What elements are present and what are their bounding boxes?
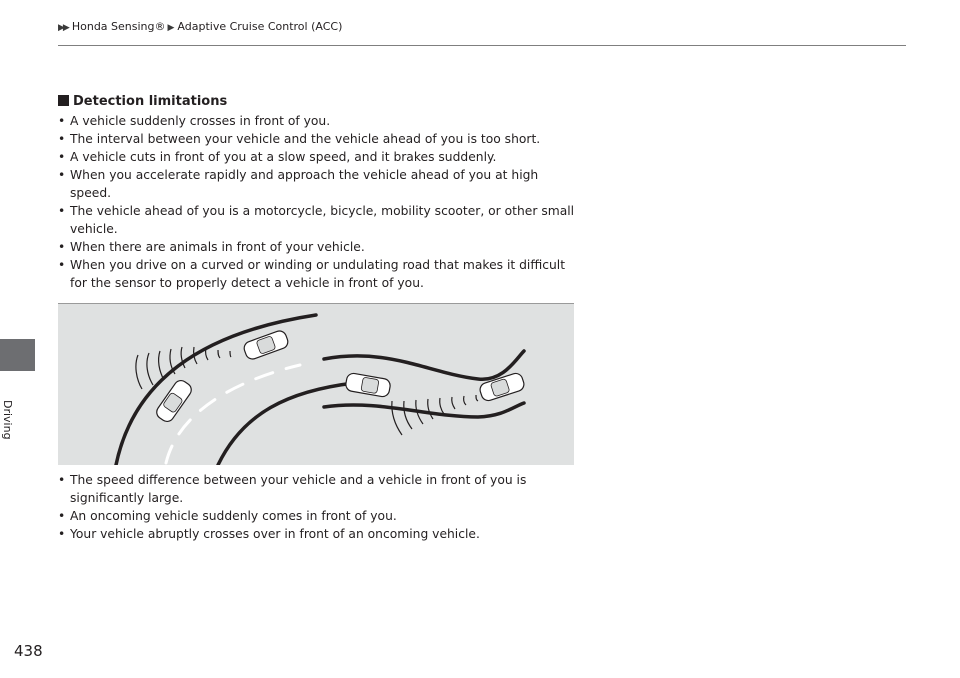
figure-border — [58, 303, 574, 304]
limitations-list-continued — [58, 471, 578, 543]
car-right-road — [345, 372, 391, 397]
car-ahead-left — [242, 329, 290, 361]
road-diagram — [58, 303, 574, 465]
road-center-dashes — [166, 365, 300, 463]
list-item: • A vehicle suddenly crosses in front of you. — [58, 112, 578, 130]
main-content — [58, 93, 578, 292]
breadcrumb — [58, 20, 342, 33]
side-tab-label: Driving — [1, 400, 14, 440]
list-item: • The interval between your vehicle and the vehicle ahead of you is too short. — [58, 130, 578, 148]
list-item: • When you drive on a curved or winding or undulating road that makes it difficult for the sensor to properly detect a vehicle in front of you. — [58, 256, 578, 292]
road-edge-lower — [324, 403, 524, 417]
list-item: • Your vehicle abruptly crosses over in front of an oncoming vehicle. — [58, 525, 578, 543]
list-item: • When there are animals in front of your vehicle. — [58, 238, 578, 256]
page-number: 438 — [14, 642, 43, 660]
square-bullet-icon — [58, 95, 69, 106]
list-item: • When you accelerate rapidly and approach the vehicle ahead of you at high speed. — [58, 166, 578, 202]
list-item: • A vehicle cuts in front of you at a slow speed, and it brakes suddenly. — [58, 148, 578, 166]
list-item: • The speed difference between your vehicle and a vehicle in front of you is significantly large. — [58, 471, 578, 507]
section-title: Detection limitations — [73, 94, 228, 109]
breadcrumb-item[interactable]: Honda Sensing® — [71, 20, 166, 33]
header-rule — [58, 45, 906, 46]
section-heading — [58, 93, 578, 110]
additional-limitations — [58, 471, 578, 543]
limitations-list — [58, 112, 578, 292]
list-item: • The vehicle ahead of you is a motorcycle, bicycle, mobility scooter, or other small vehicle. — [58, 202, 578, 238]
list-item: • An oncoming vehicle suddenly comes in front of you. — [58, 507, 578, 525]
breadcrumb-item[interactable]: Adaptive Cruise Control (ACC) — [177, 20, 343, 33]
own-car-right — [478, 372, 525, 403]
double-arrow-icon: ▶▶ — [58, 23, 68, 33]
own-car-left — [154, 378, 194, 424]
curved-road-illustration — [58, 303, 574, 465]
side-tab-marker — [0, 339, 35, 371]
arrow-right-icon: ▶ — [167, 23, 175, 33]
road-edge-inner — [218, 383, 354, 465]
